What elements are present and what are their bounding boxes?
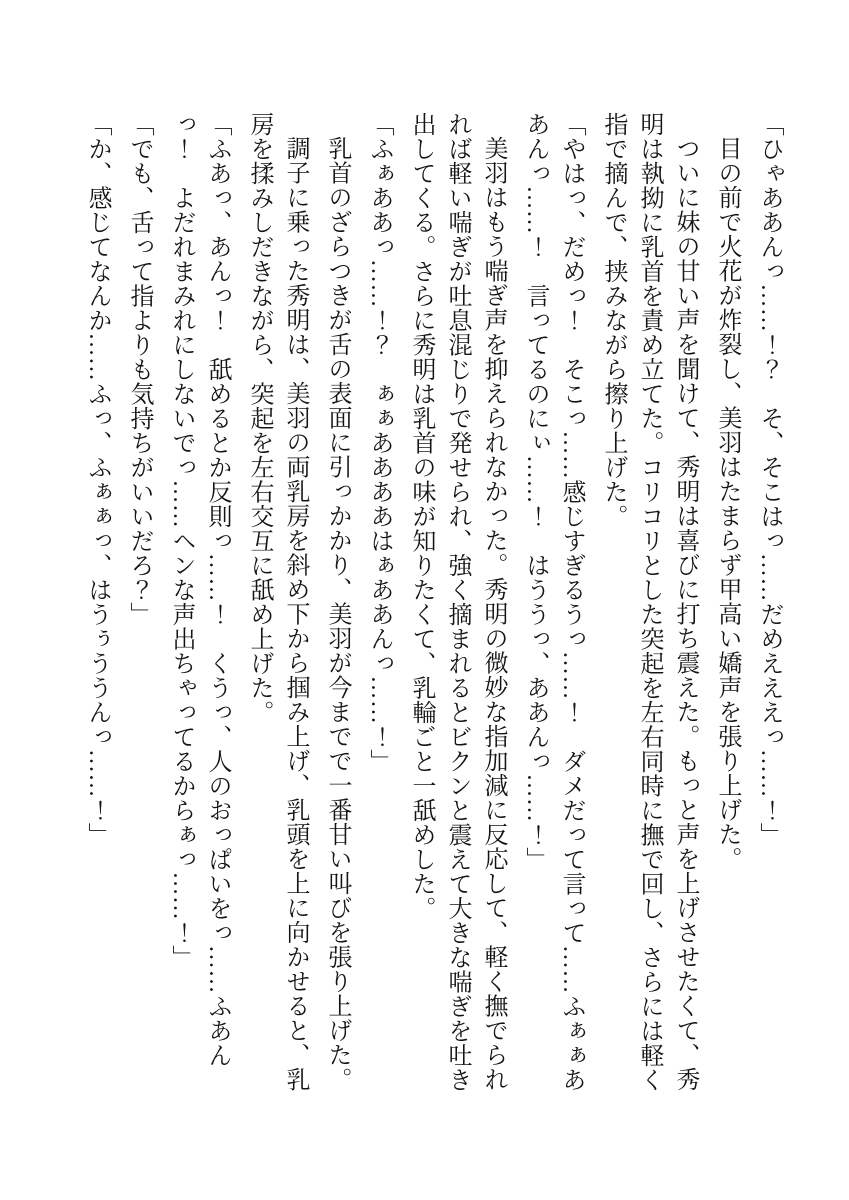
paragraph: 「ふあっ、あんっ！ 舐めるとか反則っ……！ くうっ、人のおっぱいをっ……ふあんっ！ よだれまみれにしないでっ……ヘンな声出ちゃってるからぁっ……！」 bbox=[168, 112, 230, 1068]
vertical-text-block bbox=[79, 112, 787, 1112]
paragraph: 乳首のざらつきが舌の表面に引っかかり、美羽が今までで一番甘い叫びを張り上げた。 bbox=[324, 136, 350, 1092]
paragraph: 「ふぁああっ……！？ ぁぁああああはぁああんっ……！」 bbox=[366, 112, 392, 774]
paragraph: 「やはっ、だめっ！ そこっ……感じすぎるうっ……！ ダメだって言って……ふぁぁああんっ……！ 言ってるのにぃ……！ はううっ、ああんっ……！」 bbox=[522, 112, 584, 1092]
paragraph: 「か、感じてなんか……ふっ、ふぁぁっ、はうぅううんっ……！」 bbox=[84, 112, 110, 847]
paragraph: 調子に乗った秀明は、美羽の両乳房を斜め下から掴み上げ、乳頭を上に向かせると、乳房を揉みしだきながら、突起を左右交互に舐め上げた。 bbox=[246, 112, 308, 1092]
paragraph: 美羽はもう喘ぎ声を抑えられなかった。秀明の微妙な指加減に反応して、軽く撫でられれば軽い喘ぎが吐息混じりで発せられ、強く摘まれるとビクンと震えて大きな喘ぎを吐き出してくる。さらに秀明は乳首の味が知りたくて、乳輪ごと一舐めした。 bbox=[408, 112, 506, 1092]
paragraph: 「でも、舌って指よりも気持ちがいいだろ？」 bbox=[126, 112, 152, 627]
paragraph: ついに妹の甘い声を聞けて、秀明は喜びに打ち震えた。もっと声を上げさせたくて、秀明は執拗に乳首を責め立てた。コリコリとした突起を左右同時に撫で回し、さらには軽く指で摘んで、挟みながら擦り上げた。 bbox=[600, 112, 698, 1092]
paragraph: 「ひゃああんっ……！？ そ、そこはっ……だめえええっ……！」 bbox=[756, 112, 782, 847]
paragraph: 目の前で火花が炸裂し、美羽はたまらず甲高い嬌声を張り上げた。 bbox=[714, 136, 740, 871]
